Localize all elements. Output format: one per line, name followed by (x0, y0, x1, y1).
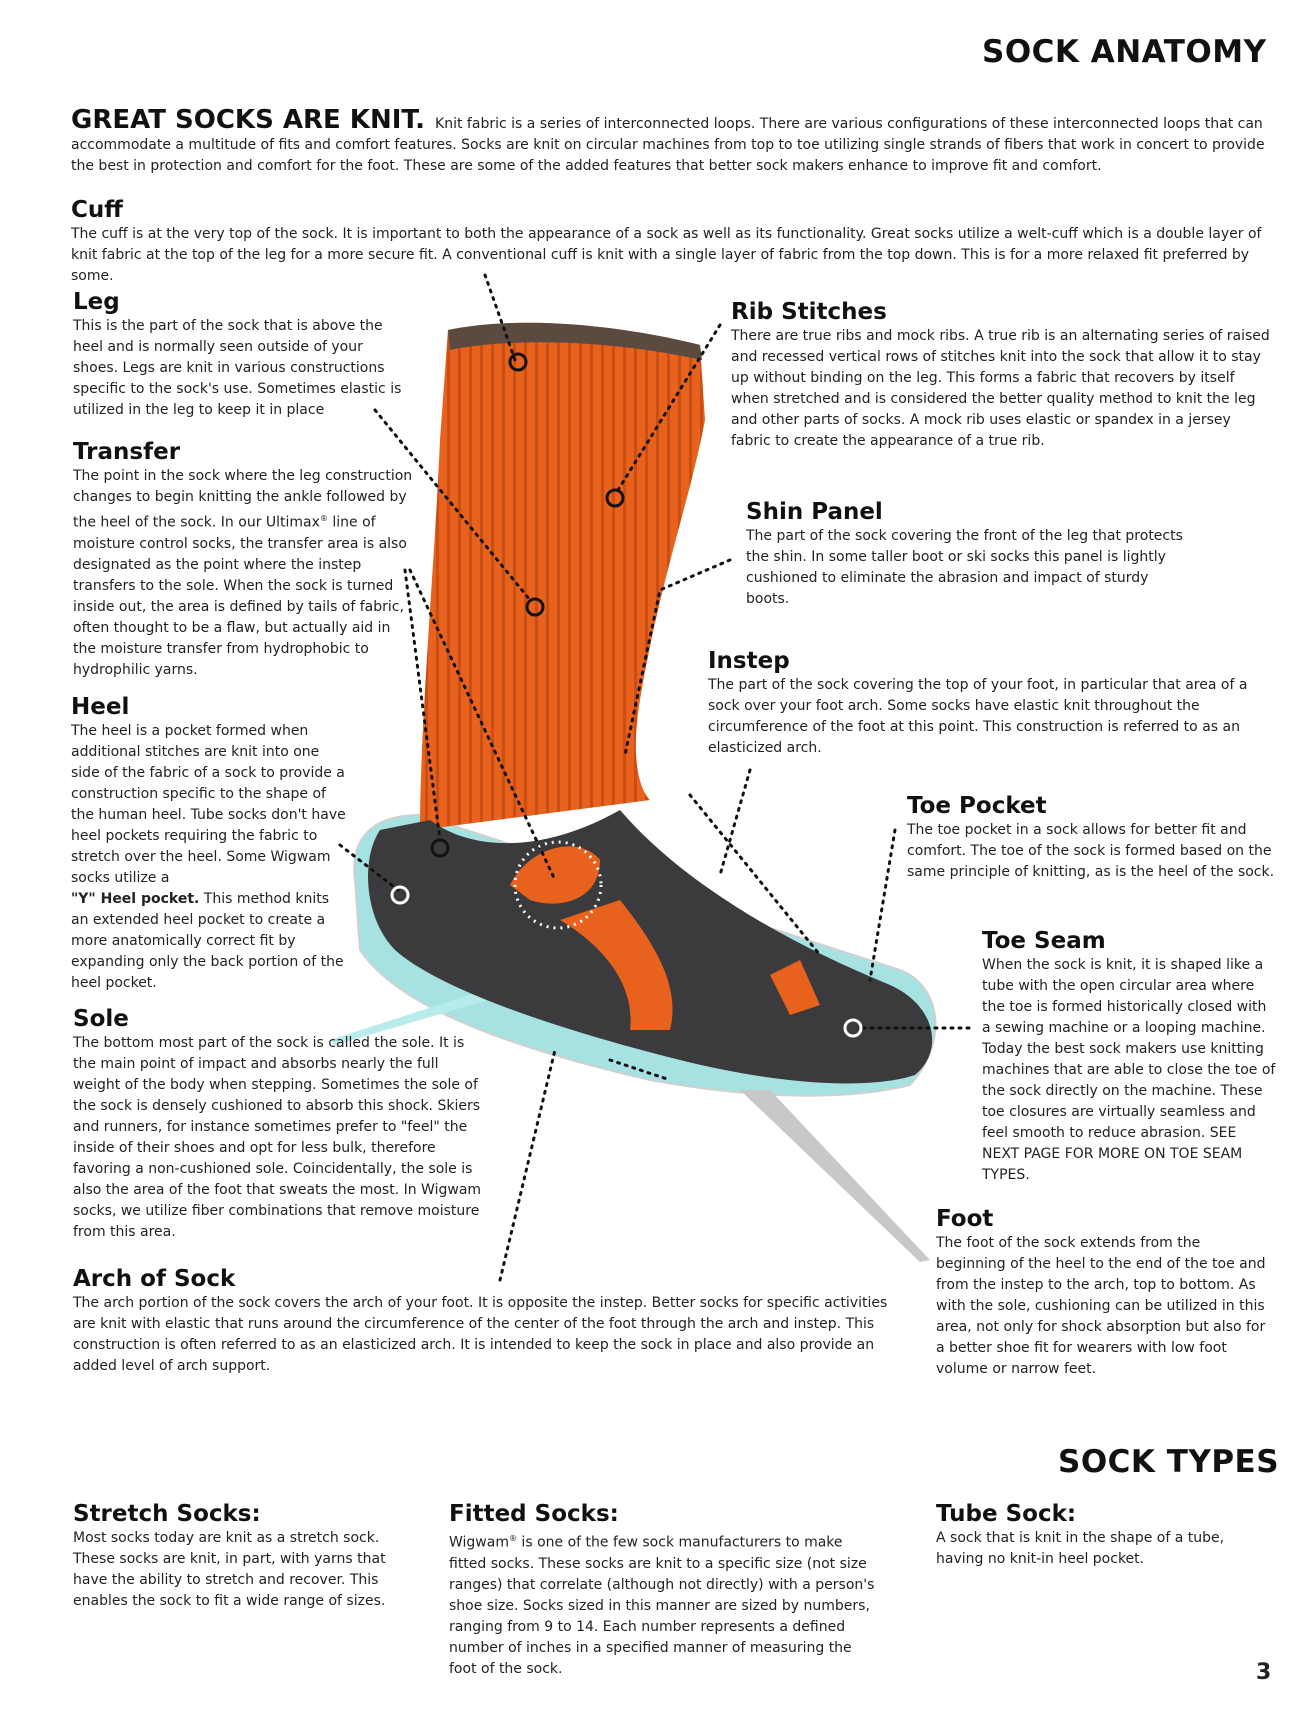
toe-seam-text: When the sock is knit, it is shaped like a tube with the open circular area where the toe is formed historically closed with a sewing machine or a looping machine. Today the best sock makers use knitting machines that are able to close the toe of the sock directly on the machine. These toe closures are virtually seamless and feel smooth to reduce abrasion. SEE NEXT PAGE FOR MORE ON TOE SEAM TYPES. (982, 957, 1276, 1183)
leg-title: Leg (73, 289, 120, 315)
heel-text-1: The heel is a pocket formed when additional stitches are knit into one side of the fabric of a sock to provide a construction specific to the shape of the human heel. Tube socks don't have heel pockets requiring the fabric to stretch over the heel. Some Wigwam socks utilize a (71, 723, 346, 886)
leg-section (73, 288, 403, 421)
fitted-title: Fitted Socks: (449, 1501, 619, 1527)
foot-title: Foot (936, 1206, 994, 1232)
arch-text: The arch portion of the sock covers the arch of your foot. It is opposite the instep. Better socks for specific activities are knit with elastic that runs around the circumference of the center of the foot through the arch and instep. This construction is often referred to as an elasticized arch. It is intended to keep the sock in place and also provide an added level of arch support. (73, 1295, 888, 1374)
cuff-text: The cuff is at the very top of the sock. It is important to both the appearance of a sock as well as its functionality. Great socks utilize a welt-cuff which is a double layer of knit fabric at the top of the leg for a more secure fit. A conventional cuff is knit with a single layer of fabric from the top down. This is for a more relaxed fit preferred by some. (71, 226, 1262, 284)
stretch-text: Most socks today are knit as a stretch sock. These socks are knit, in part, with yarns that have the ability to stretch and recover. This enables the sock to fit a wide range of sizes. (73, 1530, 386, 1609)
tube-title: Tube Sock: (936, 1501, 1077, 1527)
toe-pocket-title: Toe Pocket (907, 793, 1047, 819)
foot-text: The foot of the sock extends from the beginning of the heel to the end of the toe and from the instep to the arch, top to bottom. As with the sole, cushioning can be utilized in this area, not only for shock absorption but also for a better shoe fit for wearers with low foot volume or narrow feet. (936, 1235, 1266, 1377)
registered-mark: ® (508, 1534, 517, 1543)
shin-section (746, 498, 1196, 610)
sole-title: Sole (73, 1006, 129, 1032)
stretch-socks-section (73, 1500, 393, 1612)
heel-text (71, 721, 346, 994)
heel-bold-text: "Y" Heel pocket. (71, 891, 200, 907)
instep-text: The part of the sock covering the top of your foot, in particular that area of a sock over your foot arch. Some socks have elastic knit throughout the circumference of the foot at this point. This construction is referred to as an elasticized arch. (708, 677, 1248, 756)
intro-text: Knit fabric is a series of interconnected loops. There are various configurations of these interconnected loops that can accommodate a multitude of fits and comfort features. Socks are knit on circular machines from top to toe utilizing single strands of fibers that work in concert to provide the best in protection and comfort for the foot. These are some of the added features that better sock makers enhance to improve fit and comfort. (71, 116, 1265, 174)
sock-types-title: SOCK TYPES (1058, 1444, 1280, 1480)
rib-title: Rib Stitches (731, 299, 887, 325)
intro-heading: GREAT SOCKS ARE KNIT. (71, 105, 426, 135)
foot-section (936, 1205, 1271, 1380)
fitted-text-2: is one of the few sock manufacturers to make fitted socks. These socks are knit to a specific size (not size ranges) that correlate (although not directly) with a person's shoe size. Socks sized in this manner are sized by numbers, ranging from 9 to 14. Each number represents a defined number of inches in a specified manner of measuring the foot of the sock. (449, 1534, 875, 1677)
toe-seam-title: Toe Seam (982, 928, 1106, 954)
page-title: SOCK ANATOMY (982, 34, 1267, 70)
transfer-text-1: The point in the sock where the leg construction changes to begin knitting the ankle followed by the heel of the sock. In our Ultimax (73, 468, 413, 531)
leader-instep (720, 770, 750, 875)
heel-section (71, 693, 346, 994)
fitted-socks-section (449, 1500, 879, 1680)
transfer-text-2: line of moisture control socks, the transfer area is also designated as the point where the instep transfers to the sole. When the sock is turned inside out, the area is defined by tails of fabric, often thought to be a flaw, but actually aid in the moisture transfer from hydrophobic to hydrophilic yarns. (73, 514, 407, 678)
toe-pocket-section (907, 792, 1277, 883)
instep-title: Instep (708, 648, 790, 674)
arch-section (73, 1265, 893, 1377)
instep-section (708, 647, 1253, 759)
leader-toe-pocket (870, 830, 895, 980)
stretch-title: Stretch Socks: (73, 1501, 261, 1527)
tube-text: A sock that is knit in the shape of a tube, having no knit-in heel pocket. (936, 1530, 1225, 1567)
transfer-text (73, 466, 413, 681)
toe-seam-section (982, 927, 1277, 1186)
shin-title: Shin Panel (746, 499, 883, 525)
leader-arch (500, 1050, 555, 1280)
arch-title: Arch of Sock (73, 1266, 236, 1292)
rib-section (731, 298, 1271, 452)
registered-mark: ® (319, 514, 328, 523)
page-number: 3 (1256, 1660, 1272, 1685)
sole-text: The bottom most part of the sock is called the sole. It is the main point of impact and absorbs nearly the full weight of the body when stepping. Sometimes the sole of the sock is densely cushioned to absorb this shock. Skiers and runners, for instance sometimes prefer to "feel" the inside of their shoes and opt for less bulk, therefore favoring a non-cushioned sole. Coincidentally, the sole is also the area of the foot that sweats the most. In Wigwam socks, we utilize fiber combinations that remove moisture from this area. (73, 1035, 482, 1240)
tube-sock-section (936, 1500, 1256, 1570)
rib-text: There are true ribs and mock ribs. A true rib is an alternating series of raised and recessed vertical rows of stitches knit into the sock that allow it to stay up without binding on the leg. This forms a fabric that recovers by itself when stretched and is considered the better quality method to knit the leg and other parts of socks. A mock rib uses elastic or spandex in a jersey fabric to create the appearance of a true rib. (731, 328, 1270, 449)
leg-text: This is the part of the sock that is above the heel and is normally seen outside of your shoes. Legs are knit in various constructions specific to the sock's use. Sometimes elastic is utilized in the leg to keep it in place (73, 318, 402, 418)
heel-title: Heel (71, 694, 130, 720)
cuff-title: Cuff (71, 197, 123, 223)
transfer-title: Transfer (73, 439, 181, 465)
insole-shadow (740, 1090, 930, 1262)
fitted-text (449, 1528, 879, 1680)
heel-text-2: This method knits an extended heel pocket to create a more anatomically correct fit by expanding only the back portion of the heel pocket. (71, 891, 344, 991)
transfer-section (73, 438, 413, 681)
toe-pocket-text: The toe pocket in a sock allows for better fit and comfort. The toe of the sock is formed based on the same principle of knitting, as is the heel of the sock. (907, 822, 1275, 880)
fitted-text-1: Wigwam (449, 1534, 509, 1551)
shin-text: The part of the sock covering the front of the leg that protects the shin. In some taller boot or ski socks this panel is lightly cushioned to eliminate the abrasion and impact of sturdy boots. (746, 528, 1183, 607)
sole-section (73, 1005, 483, 1243)
sock-leg (420, 323, 705, 830)
